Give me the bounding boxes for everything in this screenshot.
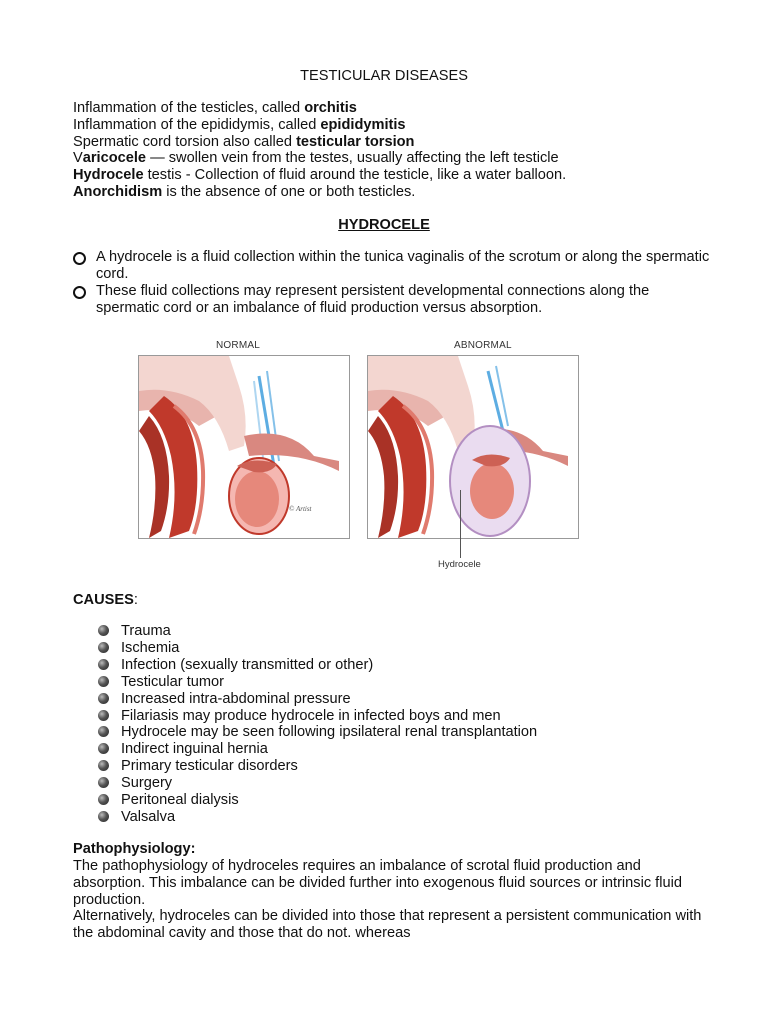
list-item: [73, 283, 713, 317]
list-item: [98, 657, 698, 674]
definition-varicocele: [73, 150, 713, 167]
list-item: [98, 809, 698, 826]
list-item: [98, 724, 698, 741]
cause-text: Ischemia: [121, 639, 180, 656]
cause-text: Trauma: [121, 623, 171, 639]
list-item: [98, 708, 698, 725]
document-title: TESTICULAR DISEASES: [300, 68, 468, 84]
list-item: [98, 741, 698, 758]
definition-orchitis: [73, 100, 713, 117]
definition-term: aricocele: [82, 150, 147, 167]
pathophysiology-heading: Pathophysiology:: [73, 841, 196, 857]
hollow-circle-bullet-icon: [73, 286, 86, 299]
list-item: [98, 691, 698, 708]
definition-epididymitis: [73, 117, 713, 134]
pathophysiology-paragraph: The pathophysiology of hydroceles requires an imbalance of scrotal fluid production and absorption. This imbalance can be divided further into exogenous fluid sources or intrinsic fluid production.: [73, 858, 682, 908]
normal-anatomy-drawing: [139, 356, 349, 538]
pathophysiology-paragraph: Alternatively, hydroceles can be divided into those that represent a persistent communication with the abdominal cavity and those that do not. whereas: [73, 908, 702, 942]
round-bullet-icon: [98, 777, 109, 788]
round-bullet-icon: [98, 659, 109, 670]
hydrocele-bullets: [73, 249, 713, 317]
abnormal-label: ABNORMAL: [454, 340, 512, 351]
causes-heading-colon: :: [133, 592, 138, 608]
pathophysiology-body: [73, 858, 713, 942]
cause-text: Indirect inguinal hernia: [121, 741, 268, 758]
definition-term: Hydrocele: [73, 167, 144, 184]
round-bullet-icon: [98, 726, 109, 737]
list-item: [98, 792, 698, 809]
causes-heading-text: CAUSES: [73, 592, 134, 608]
definition-term: testicular torsion: [296, 133, 415, 150]
cause-text: Testicular tumor: [121, 673, 224, 690]
round-bullet-icon: [98, 642, 109, 653]
list-item: [98, 775, 698, 792]
round-bullet-icon: [98, 676, 109, 687]
cause-text: Valsalva: [121, 808, 176, 825]
normal-anatomy-panel: [138, 355, 350, 539]
definition-lead: V: [73, 150, 83, 167]
round-bullet-icon: [98, 625, 109, 636]
cause-text: Hydrocele may be seen following ipsilateral renal transplantation: [121, 724, 538, 741]
bullet-text: These fluid collections may represent persistent developmental connections along the spermatic cord or an imbalance of fluid production versus absorption.: [96, 283, 650, 316]
hydrocele-callout-line: [460, 490, 461, 558]
cause-text: Filariasis may produce hydrocele in infected boys and men: [121, 707, 501, 724]
svg-text:© Artist: © Artist: [289, 505, 312, 513]
definition-hydrocele: [73, 167, 713, 184]
hydrocele-illustration: [138, 340, 578, 580]
cause-text: Infection (sexually transmitted or other): [121, 656, 374, 673]
list-item: [98, 674, 698, 691]
round-bullet-icon: [98, 811, 109, 822]
round-bullet-icon: [98, 760, 109, 771]
intro-definitions: [73, 100, 713, 201]
causes-list: [98, 623, 698, 826]
definition-text: Spermatic cord torsion also called: [73, 133, 297, 150]
list-item: [98, 640, 698, 657]
hydrocele-heading: HYDROCELE: [338, 217, 430, 233]
definition-term: epididymitis: [320, 116, 406, 133]
normal-label: NORMAL: [216, 340, 260, 351]
definition-term: orchitis: [304, 100, 357, 116]
bullet-text: A hydrocele is a fluid collection within the tunica vaginalis of the scrotum or along the spermatic cord.: [96, 249, 710, 282]
definition-text: is the absence of one or both testicles.: [162, 183, 416, 200]
definition-term: Anorchidism: [73, 183, 163, 200]
round-bullet-icon: [98, 693, 109, 704]
cause-text: Increased intra-abdominal pressure: [121, 690, 351, 707]
abnormal-anatomy-panel: [367, 355, 579, 539]
round-bullet-icon: [98, 743, 109, 754]
round-bullet-icon: [98, 794, 109, 805]
hollow-circle-bullet-icon: [73, 252, 86, 265]
round-bullet-icon: [98, 710, 109, 721]
abnormal-anatomy-drawing: [368, 356, 578, 538]
definition-torsion: [73, 134, 713, 151]
definition-anorchidism: [73, 184, 713, 201]
definition-text: Inflammation of the epididymis, called: [73, 116, 321, 133]
cause-text: Peritoneal dialysis: [121, 792, 239, 809]
definition-text: — swollen vein from the testes, usually affecting the left testicle: [146, 150, 559, 167]
cause-text: Surgery: [121, 775, 173, 792]
definition-text: testis - Collection of fluid around the testicle, like a water balloon.: [143, 167, 567, 184]
list-item: [73, 249, 713, 283]
hydrocele-callout-label: Hydrocele: [438, 559, 481, 570]
list-item: [98, 623, 698, 640]
causes-heading: [73, 592, 138, 608]
list-item: [98, 758, 698, 775]
definition-text: Inflammation of the testicles, called: [73, 100, 305, 116]
cause-text: Primary testicular disorders: [121, 758, 298, 775]
